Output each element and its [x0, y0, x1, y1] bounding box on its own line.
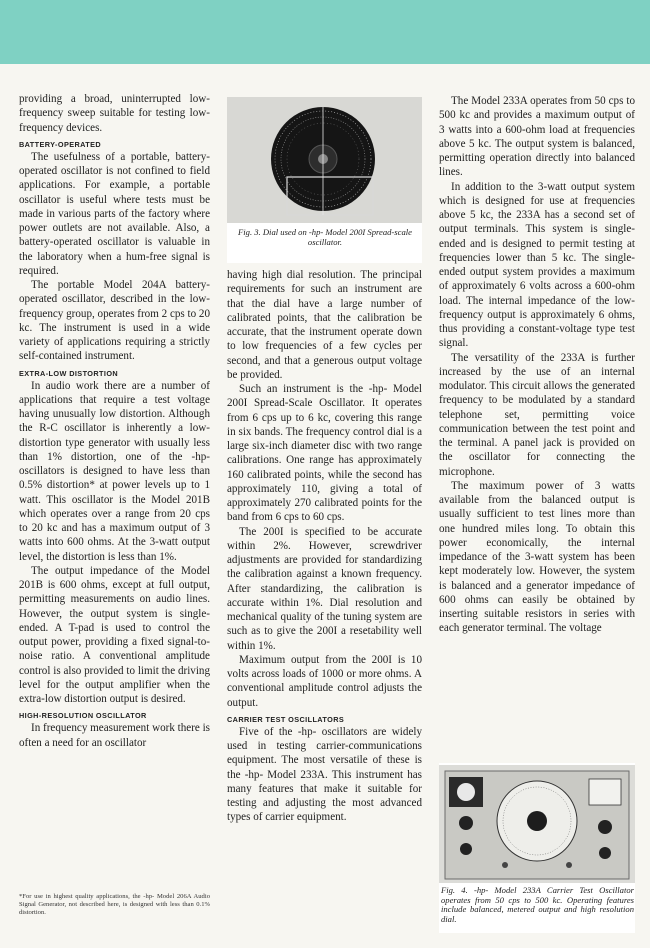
paragraph: The Model 233A operates from 50 cps to 500 kc and provides a maximum output of 3 watts into a 600-ohm load at frequencies above 5 kc. The output system is balanced, permitting operation directly into balanced lines. [439, 95, 635, 179]
section-heading-high-resolution-oscillator: HIGH-RESOLUTION OSCILLATOR [19, 711, 147, 721]
paragraph: Such an instrument is the -hp- Model 200I Spread-Scale Oscillator. It operates from 6 cps up to 6 kc, covering this range in six bands. The frequency control dial is a large six-inch diameter disc with two range calibrations. One range has approximately 160 calibrated points, while the second has approximately 110, giving a total of approximately 270 calibrated points for the band from 6 cps to 60 cps. [227, 383, 422, 524]
header-banner [0, 0, 650, 64]
column-2 [227, 268, 422, 825]
figure-4 [439, 763, 635, 933]
figure-3-caption: Fig. 3. Dial used on -hp- Model 200I Spread-scale oscillator. [238, 227, 412, 247]
section-heading-battery-operated: BATTERY-OPERATED [19, 139, 102, 149]
paragraph: The versatility of the 233A is further increased by the use of an internal modulator. This circuit allows the generated frequency to be modulated by a standard telephone set, permitting voice communication between the test point and the terminal. A panel jack is provided on the oscillator for connecting the microphone. [439, 351, 635, 478]
paragraph: Five of the -hp- oscillators are widely used in testing carrier-communications equipment. The most versatile of these is the -hp- Model 233A. This instrument has many features that make it suitable for testing and adjusting the most advanced types of carrier equipment. [227, 725, 422, 824]
paragraph: In addition to the 3-watt output system which is designed for use at frequencies above 5 kc, the 233A has a second set of output terminals. This system is single-ended and is designed to permit testing at frequencies lower than 5 kc. The single-ended output system provides a maximum of approximately 6 volts across a 600-ohm load. The internal impedance of the low-frequency output is approximately 6 ohms, thus providing a constant-voltage type test signal. [439, 180, 635, 350]
column-3 [439, 94, 635, 636]
column-1 [19, 92, 210, 750]
paragraph: In audio work there are a number of applications that require a test voltage having unusually low distortion. Although the R-C oscillator is inherently a low-distortion type generator with usually less than 1% distortion, one of the -hp- oscillators is designed to have less than 0.5% distortion* at power levels up to 1 watt. This oscillator is the Model 201B which operates over a range from 20 cps to 20 kc and has a maximum output of 3 watts into 600 ohms. At the 3-watt output level, the distortion is less than 1%. [19, 379, 210, 563]
section-heading-extra-low-distortion: EXTRA-LOW DISTORTION [19, 368, 119, 378]
paragraph: The output impedance of the Model 201B is 600 ohms, except at full output, permitting measurements on audio lines. However, the output system is single-ended. A T-pad is used to control the output power, providing a fixed signal-to-noise ratio. A conventional amplitude control is also provided to limit the driving level for the output amplifier when the extra-low distortion output is desired. [19, 564, 210, 705]
paragraph: The maximum power of 3 watts available from the balanced output is usually sufficient to test lines more than one hundred miles long. To obtain this power economically, the internal impedance of the 3-watt system has been kept moderately low. However, the system is balanced and a generator impedance of 600 ohms can easily be obtained by inserting suitable resistors in series with each generator terminal. The voltage [439, 479, 635, 635]
section-heading-carrier-test-oscillators: CARRIER TEST OSCILLATORS [227, 714, 345, 724]
figure-4-caption: Fig. 4. -hp- Model 233A Carrier Test Oscillator operates from 50 cps to 500 kc. Operating features include balanced, metered output and high resolution dial. [441, 885, 634, 924]
paragraph: The 200I is specified to be accurate within 2%. However, screwdriver adjustments are provided for standardizing the calibration against a known frequency. After standardizing, the calibration is accurate within 1%. Dial resolution and mechanical quality of the tuning system are such as to give the 200I a resetability well within 1%. [227, 525, 422, 652]
paragraph: The usefulness of a portable, battery-operated oscillator is not confined to field applications. For example, a portable oscillator is useful where tests must be made in various parts of the factory where power outlets are not available. Also, a battery-operated oscillator is valuable in the laboratory when a hum-free signal is required. [19, 150, 210, 277]
paragraph: In frequency measurement work there is often a need for an oscillator [19, 722, 210, 749]
figure-3 [227, 97, 422, 263]
oscillator-photo [439, 765, 635, 883]
dial-photo [227, 97, 422, 223]
paragraph: The portable Model 204A battery-operated oscillator, described in the low-frequency group, operates from 2 cps to 20 kc. The instrument is used in a wide variety of applications requiring a strictly self-contained instrument. [19, 279, 210, 363]
footnote: *For use in highest quality applications, the -hp- Model 206A Audio Signal Generator, not described here, is designed with less than 0.1% distortion. [19, 893, 210, 916]
paragraph: having high dial resolution. The principal requirements for such an instrument are that the dial have a large number of calibrated points, that the calibration be accurate, that the instrument operate down to low frequencies of a few cycles per second, and that a generous output voltage be provided. [227, 269, 422, 381]
paragraph: providing a broad, uninterrupted low-frequency sweep suitable for testing low-frequency devices. [19, 93, 210, 134]
paragraph: Maximum output from the 200I is 10 volts across loads of 1000 or more ohms. A conventional amplitude control adjusts the output. [227, 653, 422, 709]
